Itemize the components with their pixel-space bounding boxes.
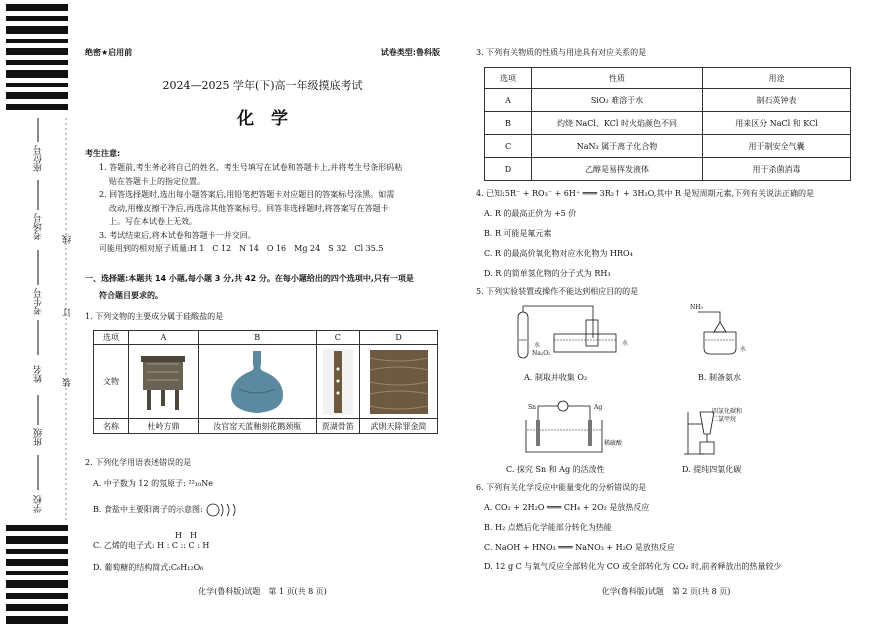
footer-left: 化学(鲁科版)试题 第 1 页(共 8 页) [198,587,327,596]
exam-title: 2024—2025 学年(下)高一年级摸底考试 [162,79,363,92]
section1-line1: 一、选择题:本题共 14 小题,每小题 3 分,共 42 分。在每小题给出的四个选项中,只有一项是 [85,274,414,283]
notice-line: 上。写在本试卷上无效。 [109,217,197,226]
q1-option-c: C [316,331,360,345]
q2-option-c-formula: H : C :: C : H [157,541,210,550]
q4-option-c: C. R 的最高价氧化物对应水化物为 HRO₄ [484,249,633,258]
label-name: 姓名 [34,365,44,383]
footer-right: 化学(鲁科版)试题 第 2 页(共 8 页) [601,587,731,596]
notice-title: 考生注意: [85,149,121,158]
artifact-name-a: 杜岭方鼎 [129,419,199,434]
q3-cell: SiO₂ 难溶于水 [532,89,703,112]
artifact-name-c: 贾湖骨笛 [316,419,360,434]
label-i2: 二氯甲烷 [712,416,737,423]
notice-body [99,161,444,256]
label-class: 班级 [34,428,44,446]
cut-bind-word: 装 [63,378,73,387]
label-seat: 座位号 [34,145,44,172]
cut-line-word: 线 [63,235,73,244]
ion-diagram-icon [205,502,241,518]
q1-option-a: A [129,331,199,345]
label-school: 学校 [34,495,44,513]
subject-title: 化 学 [237,109,288,129]
q3-table [484,67,851,181]
q3-cell: 乙醇是易挥发液体 [532,158,703,181]
q3-cell: 制石英钟表 [703,89,851,112]
section1-heading [85,270,445,304]
q2-option-b [93,502,241,518]
q6-stem: 6. 下列有关化学反应中能量变化的分析错误的是 [476,483,647,492]
q3-cell: 用于制安全气囊 [703,135,851,158]
q1-option-d: D [360,331,438,345]
notice-line: 可能用到的相对原子质量:H 1 C 12 N 14 O 16 Mg 24 S 32 Cl 35.5 [99,244,384,253]
label-ccl4: 四氯化碳和 [712,408,743,415]
label-sn: Sn [528,404,536,411]
q2-option-c [93,540,209,551]
q5-caption-d: D. 提纯四氯化碳 [682,465,742,474]
binding-strip [0,0,75,630]
artifact-image-c [316,345,360,419]
page-right [476,0,856,630]
q3-stem: 3. 下列有关物质的性质与用途具有对应关系的是 [476,48,647,57]
q3-header-use: 用途 [703,68,851,89]
q6-option-b: B. H₂ 点燃后化学能部分转化为热能 [484,523,612,532]
label-na2o2: Na₂O₂ [532,350,551,357]
artifact-name-b: 汝官窑天蓝釉刻花鹅颈瓶 [198,419,316,434]
q6-option-c: C. NaOH + HNO₃ ═══ NaNO₃ + H₂O 是放热反应 [484,543,675,552]
page-left [85,0,440,630]
label-water-a: 水 [534,342,541,349]
label-water-a2: 水 [622,340,629,347]
label-h2so4: 稀硫酸 [604,440,623,447]
label-ag: Ag [594,404,603,411]
q3-header-option: 选项 [485,68,532,89]
artifact-image-d [360,345,438,419]
artifact-image-a [129,345,199,419]
q3-cell: 用来区分 NaCl 和 KCl [703,112,851,135]
label-room: 考场号 [34,213,44,240]
q3-header-property: 性质 [532,68,703,89]
q3-cell: A [485,89,532,112]
q3-cell: NaN₃ 属于离子化合物 [532,135,703,158]
q3-cell: C [485,135,532,158]
q1-col-head: 选项 [94,331,129,345]
q1-table [93,330,438,434]
q6-option-a: A. CO₂ + 2H₂O ═══ CH₄ + 2O₂ 是放热反应 [484,503,650,512]
q4-option-a: A. R 的最高正价为 +5 价 [484,209,577,218]
q2-option-d: D. 葡萄糖的结构简式:C₆H₁₂O₆ [93,563,204,572]
q6-option-d: D. 12 g C 与氧气反应全部转化为 CO 或全部转化为 CO₂ 时,前者释放出的热量较少 [484,562,782,571]
q5-stem: 5. 下列实验装置或操作不能达到相应目的的是 [476,287,639,296]
cut-order-word: 订 [63,308,73,317]
q3-cell: B [485,112,532,135]
notice-line: 3. 考试结束后,将本试卷和答题卡一并交回。 [99,230,256,240]
q3-cell: 灼烧 NaCl、KCl 时火焰颜色不同 [532,112,703,135]
q3-cell: 用于杀菌消毒 [703,158,851,181]
q5-caption-b: B. 制备氨水 [698,373,741,382]
q3-cell: D [485,158,532,181]
q2-stem: 2. 下列化学用语表述错误的是 [85,458,192,467]
notice-line: 1. 答题前,考生务必将自己的姓名、考生号填写在试卷和答题卡上,并将考生号条形码粘 [99,163,403,172]
q1-row-name-label: 名称 [94,419,129,434]
q2-option-c-prefix: C. 乙烯的电子式: [93,541,155,550]
notice-line: 贴在答题卡上的指定位置。 [109,176,205,186]
q1-row-image-label: 文物 [94,345,129,419]
paper-type: 试卷类型:鲁科版 [380,48,440,57]
section1-line2: 符合题目要求的。 [99,291,163,300]
q2-option-b-text: B. 食盐中主要阳离子的示意图: [93,505,203,514]
artifact-image-b [198,345,316,419]
notice-line: 2. 回答选择题时,选出每小题答案后,用铅笔把答题卡对应题目的答案标号涂黑。如需 [99,190,395,199]
artifact-name-d: 武則天除罪金简 [360,419,438,434]
label-water-b: 水 [740,346,747,353]
label-nh3: NH₃ [690,304,703,311]
q1-stem: 1. 下列文物的主要成分属于硅酸盐的是 [85,312,224,321]
q1-option-b: B [198,331,316,345]
q5-caption-c: C. 探究 Sn 和 Ag 的活泼性 [506,465,605,474]
q5-caption-a: A. 制取并收集 O₂ [524,373,588,382]
q2-option-a: A. 中子数为 12 的氖原子: ²²₁₀Ne [93,479,213,488]
q2-option-c-top: H H [175,531,197,540]
q4-stem: 4. 已知:5R⁻ + RO₃⁻ + 6H⁺ ═══ 3R₂↑ + 3H₂O,其中 R 是短周期元素,下列有关说法正确的是 [476,189,814,198]
label-examinee: 考生号 [34,288,44,315]
q4-option-d: D. R 的简单氢化物的分子式为 RH₃ [484,269,611,278]
q4-option-b: B. R 可能是氟元素 [484,229,552,238]
secret-label: 绝密★启用前 [85,48,133,57]
notice-line: 改动,用橡皮擦干净后,再选涂其他答案标号。回答非选择题时,将答案写在答题卡 [109,203,389,213]
